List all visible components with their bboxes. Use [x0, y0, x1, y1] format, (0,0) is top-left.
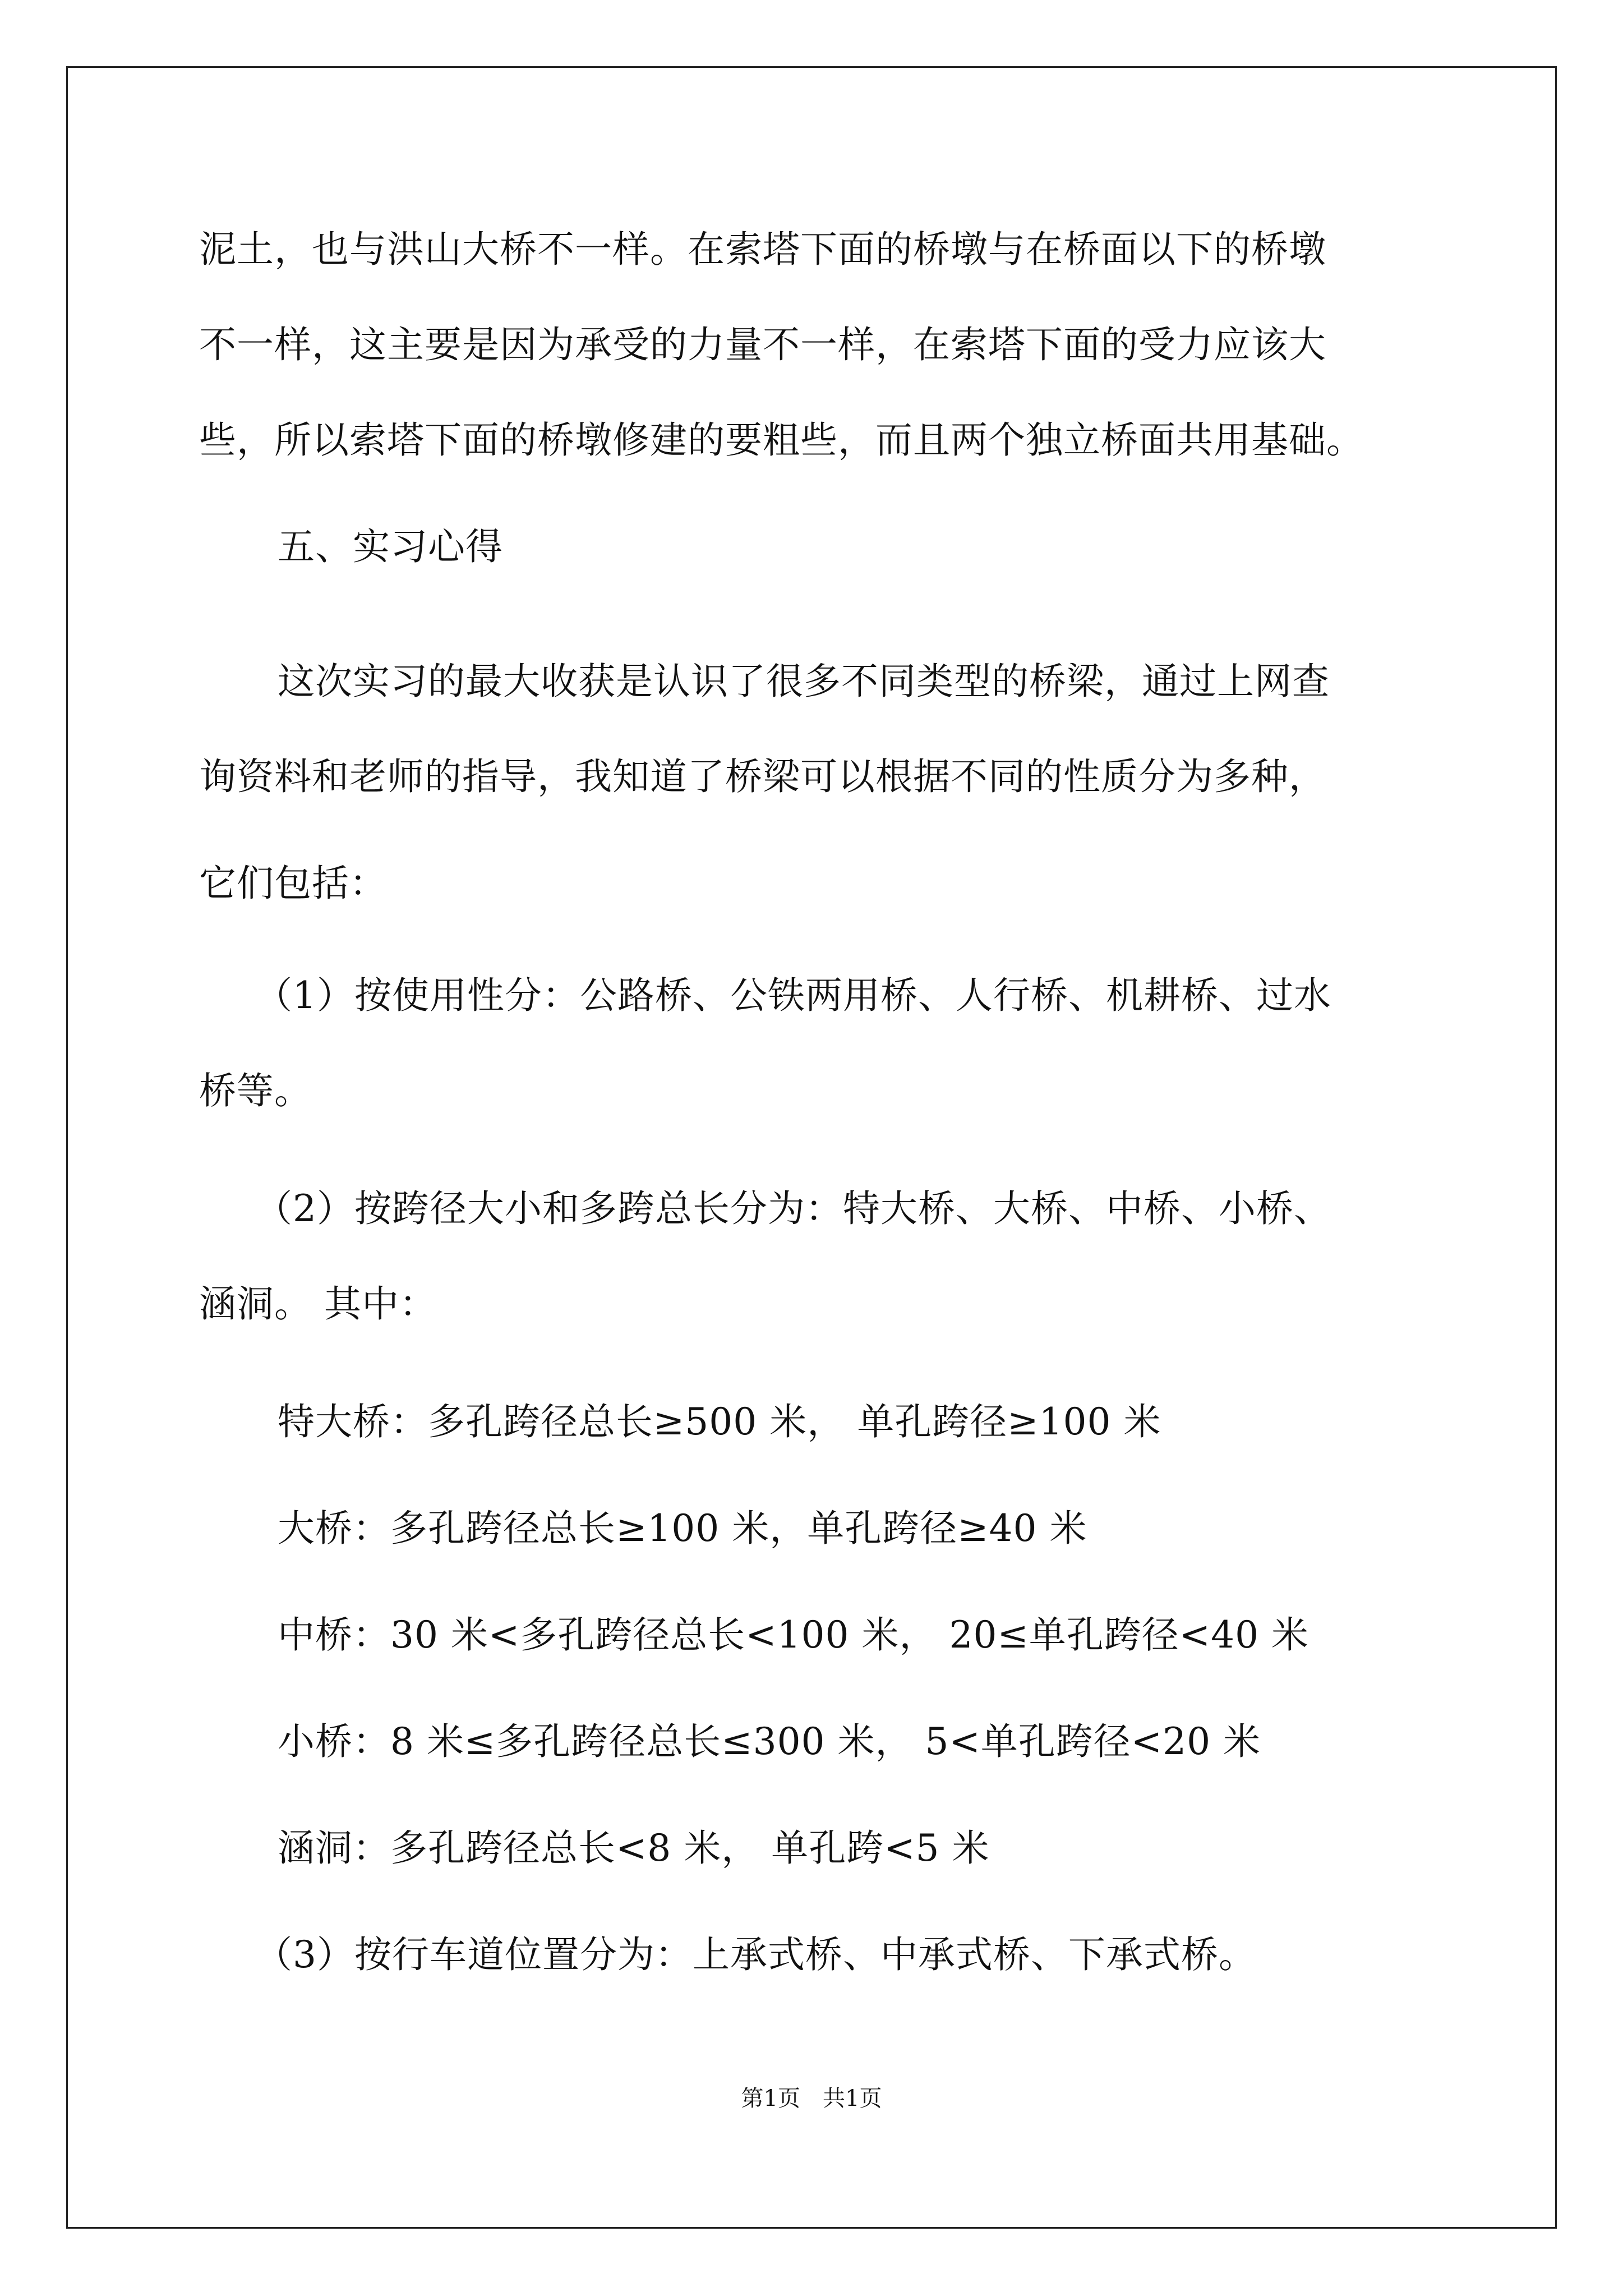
list-item-line: （2）按跨径大小和多跨总长分为：特大桥、大桥、中桥、小桥、	[255, 1187, 1331, 1230]
paragraph-line: 些，所以索塔下面的桥墩修建的要粗些，而且两个独立桥面共用基础。	[199, 418, 1364, 462]
classification-line: 涵洞：多孔跨径总长<8 米， 单孔跨<5 米	[278, 1826, 990, 1870]
section-heading: 五、实习心得	[278, 525, 503, 568]
paragraph-line: 不一样，这主要是因为承受的力量不一样，在索塔下面的受力应该大	[199, 323, 1326, 366]
paragraph-line: 它们包括：	[199, 862, 387, 905]
classification-line: 大桥：多孔跨径总长≥100 米，单孔跨径≥40 米	[278, 1507, 1087, 1550]
page-border	[66, 66, 1557, 2229]
list-item-line: （3）按行车道位置分为：上承式桥、中承式桥、下承式桥。	[255, 1933, 1256, 1976]
paragraph-line: 泥土，也与洪山大桥不一样。在索塔下面的桥墩与在桥面以下的桥墩	[199, 228, 1326, 271]
list-item-line: （1）按使用性分：公路桥、公铁两用桥、人行桥、机耕桥、过水	[255, 974, 1331, 1017]
list-item-line: 桥等。	[199, 1069, 312, 1112]
paragraph-line: 询资料和老师的指导，我知道了桥梁可以根据不同的性质分为多种，	[199, 755, 1326, 798]
paragraph-line: 这次实习的最大收获是认识了很多不同类型的桥梁，通过上网查	[278, 660, 1330, 703]
classification-line: 特大桥：多孔跨径总长≥500 米， 单孔跨径≥100 米	[278, 1400, 1161, 1443]
classification-line: 小桥：8 米≤多孔跨径总长≤300 米， 5<单孔跨径<20 米	[278, 1720, 1261, 1763]
list-item-line: 涵洞。 其中：	[199, 1282, 437, 1326]
classification-line: 中桥：30 米<多孔跨径总长<100 米， 20≤单孔跨径<40 米	[278, 1613, 1310, 1657]
page-footer: 第1页 共1页	[741, 2086, 882, 2111]
